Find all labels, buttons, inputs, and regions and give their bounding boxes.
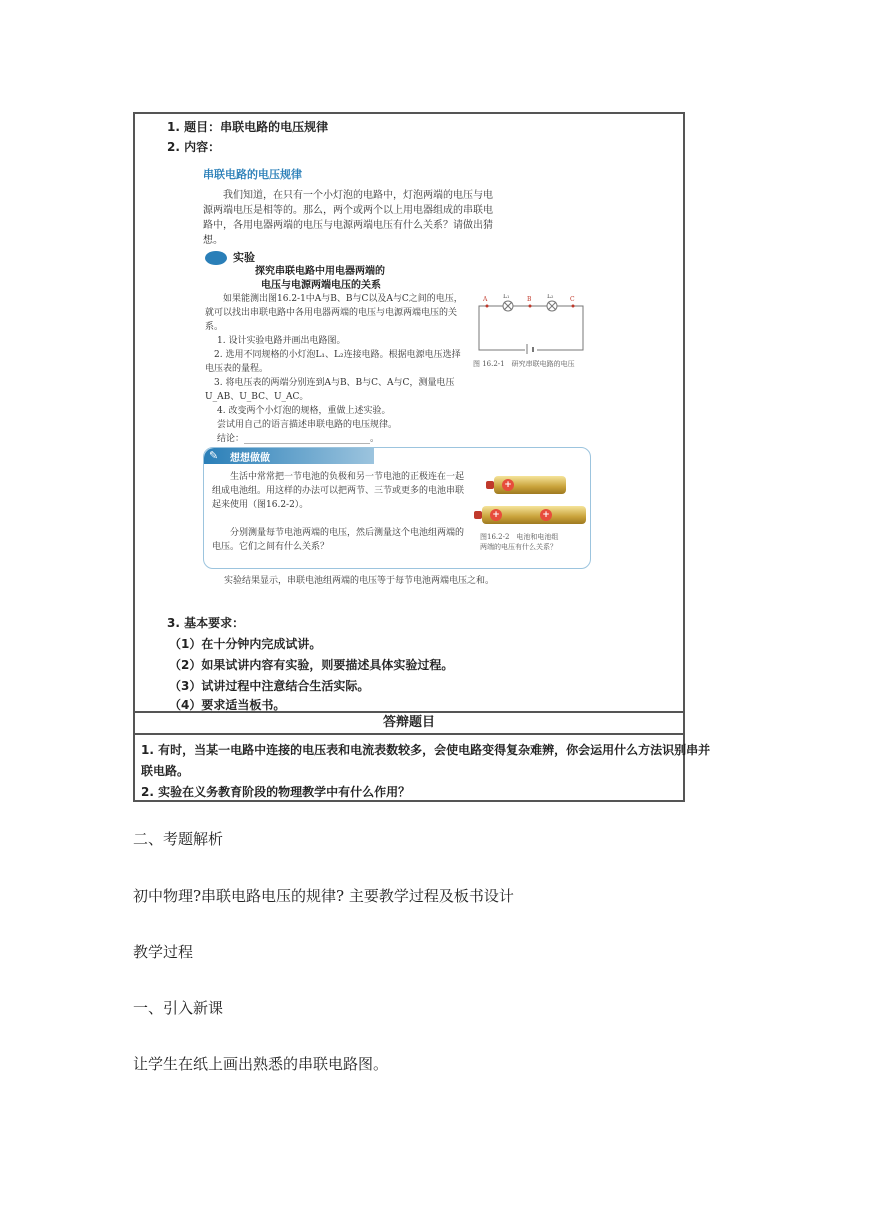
figure-2-caption-line2: 两端的电压有什么关系？ bbox=[480, 543, 557, 551]
wrench-icon: ✎ bbox=[209, 449, 219, 462]
section-heading: 串联电路的电压规律 bbox=[203, 168, 302, 181]
think-and-do-panel bbox=[203, 447, 591, 569]
circuit-label-c: C bbox=[570, 296, 575, 303]
circuit-label-l2: L₂ bbox=[547, 294, 554, 300]
experiment-title-2: 电压与电源两端电压的关系 bbox=[261, 280, 381, 291]
exam-question-box bbox=[133, 112, 711, 802]
experiment-label: 实验 bbox=[205, 249, 255, 265]
qa-question-1-cont: 联电路。 bbox=[141, 764, 190, 778]
requirement-item: （1）在十分钟内完成试讲。 bbox=[169, 637, 322, 651]
figure-2-caption: 图16.2-2 电池和电池组 bbox=[480, 533, 559, 541]
figure-1-caption: 图 16.2-1 研究串联电路的电压 bbox=[473, 360, 575, 368]
battery-pack-image: + + bbox=[482, 506, 586, 524]
title-line: 1. 题目：串联电路的电压规律 bbox=[167, 120, 329, 134]
circuit-label-a: A bbox=[483, 296, 488, 303]
qa-question-2: 2. 实验在义务教育阶段的物理教学中有什么作用？ bbox=[141, 785, 411, 799]
teaching-process-heading: 教学过程 bbox=[133, 943, 194, 961]
conclusion-blank: 结论：____________________________。 bbox=[217, 434, 380, 444]
experiment-step: 3. 将电压表的两端分别连到A与B、B与C、A与C，测量电压U_AB、U_BC、U_AC。 bbox=[205, 378, 455, 402]
circuit-label-b: B bbox=[527, 296, 532, 303]
requirement-item: （4）要求适当板书。 bbox=[169, 698, 286, 712]
requirement-item: （2）如果试讲内容有实验，则要描述具体实验过程。 bbox=[169, 658, 454, 672]
experiment-title-1: 探究串联电路中用电器两端的 bbox=[255, 266, 385, 277]
question-content bbox=[135, 114, 683, 711]
section-heading-analysis: 二、考题解析 bbox=[133, 830, 224, 848]
experiment-step: 1. 设计实验电路并画出电路图。 bbox=[217, 336, 346, 346]
qa-questions bbox=[141, 740, 711, 803]
experiment-step: 2. 选用不同规格的小灯泡L₁、L₂连接电路。根据电源电压选择电压表的量程。 bbox=[205, 350, 461, 374]
experiment-step: 尝试用自己的语言描述串联电路的电压规律。 bbox=[217, 420, 398, 430]
think-paragraph-1: 生活中常常把一节电池的负极和另一节电池的正极连在一起组成电池组。用这样的办法可以把两节、三节或更多的电池串联起来使用（图16.2-2）。 bbox=[212, 472, 465, 510]
introduction-text: 让学生在纸上画出熟悉的串联电路图。 bbox=[133, 1055, 389, 1073]
qa-header: 答辩题目 bbox=[135, 711, 683, 735]
single-battery-image: + bbox=[494, 476, 566, 494]
circuit-label-l1: L₁ bbox=[503, 294, 510, 300]
experiment-step: 如果能测出图16.2-1中A与B、B与C以及A与C之间的电压，就可以找出串联电路中各用电器两端的电压与电源两端电压的关系。 bbox=[205, 294, 463, 332]
series-circuit-diagram bbox=[475, 294, 587, 354]
analysis-title: 初中物理?串联电路电压的规律? 主要教学过程及板书设计 bbox=[133, 887, 514, 905]
speech-bubble-icon bbox=[205, 251, 227, 265]
experiment-step: 4. 改变两个小灯泡的规格，重做上述实验。 bbox=[217, 406, 391, 416]
content-label: 2. 内容： bbox=[167, 140, 221, 154]
requirement-item: （3）试讲过程中注意结合生活实际。 bbox=[169, 679, 370, 693]
think-label: 想想做做 bbox=[230, 453, 270, 464]
result-paragraph: 实验结果显示，串联电池组两端的电压等于每节电池两端电压之和。 bbox=[224, 576, 495, 586]
requirements-label: 3. 基本要求： bbox=[167, 616, 245, 630]
qa-question-1: 1. 有时，当某一电路中连接的电压表和电流表数较多，会使电路变得复杂难辨，你会运用什么方法识别串并 bbox=[141, 743, 711, 757]
intro-paragraph: 我们知道，在只有一个小灯泡的电路中，灯泡两端的电压与电源两端电压是相等的。那么，两个或两个以上用电器组成的串联电路中，各用电器两端的电压与电源两端电压有什么关系？请做出猜想。 bbox=[203, 190, 493, 246]
think-paragraph-2: 分别测量每节电池两端的电压，然后测量这个电池组两端的电压。它们之间有什么关系？ bbox=[212, 528, 465, 552]
introduction-heading: 一、引入新课 bbox=[133, 999, 224, 1017]
